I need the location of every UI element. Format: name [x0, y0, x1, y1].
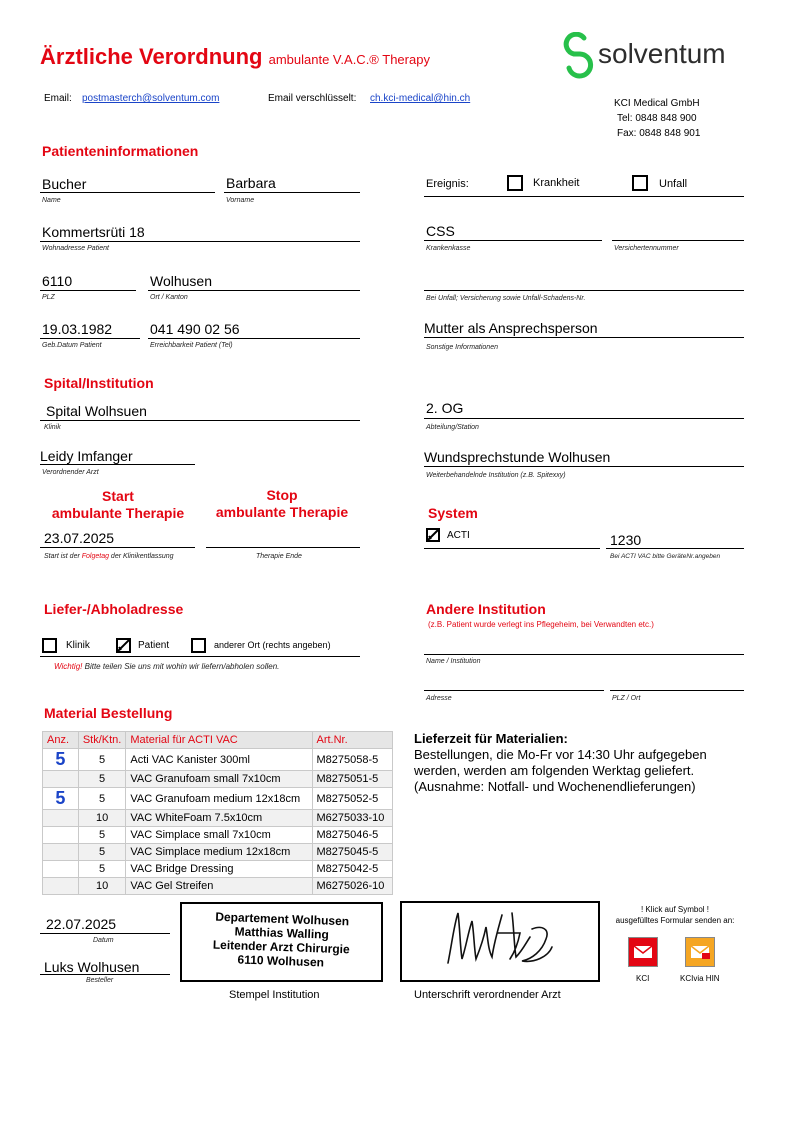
- email-encrypted-label: Email verschlüsselt:: [268, 93, 357, 104]
- artnr-cell: M6275033-10: [312, 810, 393, 827]
- check-icon: [117, 639, 130, 652]
- patient-vorname-value[interactable]: Barbara: [226, 175, 276, 191]
- ereignis-line: [424, 196, 744, 197]
- patient-ort-value[interactable]: Wolhusen: [150, 273, 213, 289]
- start-date-line: [40, 547, 195, 548]
- patient-name-label: Name: [42, 197, 61, 204]
- weiter-label: Weiterbehandelnde Institution (z.B. Spitexxy): [426, 472, 566, 479]
- weiter-value[interactable]: Wundsprechstunde Wolhusen: [424, 449, 611, 465]
- patient-address-label: Wohnadresse Patient: [42, 245, 109, 252]
- stamp-box: [180, 902, 383, 982]
- table-row: [43, 861, 393, 878]
- anz-cell[interactable]: [43, 861, 79, 878]
- acti-checkbox[interactable]: [426, 528, 440, 542]
- acti-label: ACTI: [447, 530, 470, 541]
- krankenkasse-value[interactable]: CSS: [426, 223, 455, 239]
- patient-ort-label: Ort / Kanton: [150, 294, 188, 301]
- mail-icon: [629, 938, 657, 966]
- anz-cell[interactable]: 5: [43, 749, 79, 771]
- section-material: Material Bestellung: [44, 705, 173, 721]
- name-inst-line[interactable]: [424, 654, 744, 655]
- table-row: [43, 844, 393, 861]
- besteller-value[interactable]: Luks Wolhusen: [44, 959, 140, 975]
- liefer-hint: Wichtig! Bitte teilen Sie uns mit wohin wir liefern/abholen sollen.: [54, 662, 280, 671]
- kci-mail-button[interactable]: [628, 937, 658, 967]
- section-patient: Patienteninformationen: [42, 143, 199, 159]
- material-cell: VAC Simplace medium 12x18cm: [126, 844, 312, 861]
- patient-dob-label: Geb.Datum Patient: [42, 342, 102, 349]
- andere-note: (z.B. Patient wurde verlegt ins Pflegeheim, bei Verwandten etc.): [428, 620, 654, 629]
- patient-ort-line: [148, 290, 360, 291]
- email-label: Email:: [44, 93, 72, 104]
- table-row: [43, 810, 393, 827]
- ereignis-label: Ereignis:: [426, 178, 469, 190]
- material-cell: VAC WhiteFoam 7.5x10cm: [126, 810, 312, 827]
- logo-text: solventum: [598, 38, 726, 69]
- patient-address-value[interactable]: Kommertsrüti 18: [42, 224, 145, 240]
- ende-label: Therapie Ende: [256, 553, 302, 560]
- lieferzeit-block: [414, 731, 754, 795]
- start-therapie-title: Start ambulante Therapie: [51, 488, 185, 521]
- liefer-line: [40, 656, 360, 657]
- start-date-value[interactable]: 23.07.2025: [44, 530, 115, 546]
- table-row: [43, 827, 393, 844]
- system-line: [424, 548, 600, 549]
- table-row: [43, 749, 393, 771]
- geraet-value[interactable]: 1230: [610, 532, 642, 548]
- section-liefer: Liefer-/Abholadresse: [44, 601, 184, 617]
- versicherten-line[interactable]: [612, 240, 744, 241]
- unfall-note-label: Bei Unfall; Versicherung sowie Unfall-Schadens-Nr.: [426, 295, 586, 302]
- adresse-line[interactable]: [424, 690, 604, 691]
- artnr-cell: M8275051-5: [312, 771, 393, 788]
- klinik-label: Klinik: [44, 424, 61, 431]
- liefer-patient-label: Patient: [138, 640, 170, 651]
- table-row: [43, 788, 393, 810]
- liefer-patient-checkbox[interactable]: [116, 638, 131, 653]
- material-table: [42, 731, 393, 895]
- plz-ort-line[interactable]: [610, 690, 744, 691]
- liefer-klinik-checkbox[interactable]: [42, 638, 57, 653]
- versicherten-label: Versichertennummer: [614, 245, 679, 252]
- unfall-checkbox[interactable]: [632, 175, 648, 191]
- krankheit-label: Krankheit: [533, 177, 580, 189]
- patient-name-line: [40, 192, 215, 193]
- material-cell: VAC Simplace small 7x10cm: [126, 827, 312, 844]
- stk-cell: 5: [78, 771, 126, 788]
- anz-cell[interactable]: [43, 810, 79, 827]
- anz-cell[interactable]: [43, 878, 79, 895]
- lieferzeit-title: Lieferzeit für Materialien:: [414, 731, 568, 746]
- anz-cell[interactable]: [43, 844, 79, 861]
- patient-phone-value[interactable]: 041 490 02 56: [150, 321, 240, 337]
- patient-dob-line: [40, 338, 140, 339]
- signature-image: [402, 903, 598, 979]
- arzt-label: Verordnender Arzt: [42, 469, 99, 476]
- krankenkasse-label: Krankenkasse: [426, 245, 471, 252]
- arzt-value[interactable]: Leidy Imfanger: [40, 448, 133, 464]
- stk-cell: 5: [78, 844, 126, 861]
- anz-cell[interactable]: [43, 827, 79, 844]
- email-encrypted-link[interactable]: ch.kci-medical@hin.ch: [370, 93, 471, 104]
- material-cell: VAC Bridge Dressing: [126, 861, 312, 878]
- geraet-line: [606, 548, 744, 549]
- artnr-cell: M6275026-10: [312, 878, 393, 895]
- stk-cell: 10: [78, 878, 126, 895]
- section-spital: Spital/Institution: [44, 375, 154, 391]
- anz-cell[interactable]: 5: [43, 788, 79, 810]
- material-cell: Acti VAC Kanister 300ml: [126, 749, 312, 771]
- header-material: Material für ACTI VAC: [126, 732, 312, 749]
- mail-secure-icon: [686, 938, 714, 966]
- patient-address-line: [40, 241, 360, 242]
- email-link[interactable]: postmasterch@solventum.com: [82, 93, 220, 104]
- patient-plz-label: PLZ: [42, 294, 55, 301]
- solventum-logo: [560, 32, 740, 82]
- table-row: [43, 878, 393, 895]
- patient-plz-value[interactable]: 6110: [42, 273, 73, 289]
- company-name: KCI Medical GmbH: [614, 98, 700, 109]
- patient-dob-value[interactable]: 19.03.1982: [42, 321, 113, 337]
- datum-label: Datum: [93, 937, 114, 944]
- kci-label: KCI: [636, 974, 650, 983]
- geraet-label: Bei ACTI VAC bitte GeräteNr.angeben: [610, 553, 721, 560]
- material-cell: VAC Granufoam small 7x10cm: [126, 771, 312, 788]
- plz-ort-label: PLZ / Ort: [612, 695, 641, 702]
- abteilung-value[interactable]: 2. OG: [426, 400, 464, 416]
- table-row: [43, 771, 393, 788]
- patient-vorname-label: Vorname: [226, 197, 255, 204]
- stk-cell: 5: [78, 788, 126, 810]
- klinik-value[interactable]: Spital Wolhsuen: [46, 403, 147, 419]
- form-title: Ärztliche Verordnung ambulante V.A.C.® Therapy: [40, 44, 430, 69]
- material-header-row: [43, 732, 393, 749]
- datum-line: [40, 933, 170, 934]
- solventum-logo-icon: [560, 32, 594, 80]
- klinik-line: [40, 420, 360, 421]
- abteilung-line: [424, 418, 744, 419]
- patient-name-value[interactable]: Bucher: [42, 176, 87, 192]
- liefer-anderer-label: anderer Ort (rechts angeben): [214, 640, 331, 650]
- besteller-line: [40, 974, 170, 975]
- check-icon: [427, 529, 439, 541]
- header-anz: Anz.: [43, 732, 79, 749]
- patient-info-line: [424, 337, 744, 338]
- weiter-line: [424, 466, 744, 467]
- anz-cell[interactable]: [43, 771, 79, 788]
- signature-box[interactable]: [400, 901, 600, 982]
- adresse-label: Adresse: [426, 695, 452, 702]
- unfall-label: Unfall: [659, 178, 688, 190]
- besteller-label: Besteller: [86, 977, 114, 984]
- liefer-klinik-label: Klinik: [66, 640, 90, 651]
- section-andere: Andere Institution: [426, 601, 546, 617]
- abteilung-label: Abteilung/Station: [426, 424, 479, 431]
- datum-value[interactable]: 22.07.2025: [46, 916, 117, 932]
- ende-line[interactable]: [206, 547, 360, 548]
- artnr-cell: M8275046-5: [312, 827, 393, 844]
- signature-label: Unterschrift verordnender Arzt: [414, 989, 561, 1001]
- stamp-text: Departement Wolhusen Matthias Walling Leitender Arzt Chirurgie 6110 Wolhusen: [212, 909, 350, 970]
- lieferzeit-text: Bestellungen, die Mo-Fr vor 14:30 Uhr aufgegeben werden, werden am folgenden Werktag geliefert. (Ausnahme: Notfall- und Wochenendlieferungen): [414, 747, 707, 794]
- section-system: System: [428, 505, 478, 521]
- arzt-line: [40, 464, 195, 465]
- artnr-cell: M8275052-5: [312, 788, 393, 810]
- stk-cell: 5: [78, 861, 126, 878]
- artnr-cell: M8275058-5: [312, 749, 393, 771]
- unfall-note-line[interactable]: [424, 290, 744, 291]
- send-note: ! Klick auf Symbol ! ausgefülltes Formular senden an:: [615, 905, 735, 925]
- stk-cell: 5: [78, 827, 126, 844]
- patient-phone-line: [148, 338, 360, 339]
- name-inst-label: Name / Institution: [426, 658, 481, 665]
- company-tel: Tel: 0848 848 900: [617, 113, 697, 124]
- stop-therapie-title: Stop ambulante Therapie: [215, 487, 349, 520]
- krankenkasse-line: [424, 240, 602, 241]
- patient-phone-label: Erreichbarkeit Patient (Tel): [150, 342, 233, 349]
- artnr-cell: M8275045-5: [312, 844, 393, 861]
- patient-vorname-line: [224, 192, 360, 193]
- patient-plz-line: [40, 290, 136, 291]
- patient-info-label: Sonstige Informationen: [426, 344, 498, 351]
- liefer-anderer-checkbox[interactable]: [191, 638, 206, 653]
- hin-mail-button[interactable]: [685, 937, 715, 967]
- company-fax: Fax: 0848 848 901: [617, 128, 701, 139]
- hin-label: KCIvia HIN: [680, 974, 720, 983]
- material-cell: VAC Gel Streifen: [126, 878, 312, 895]
- krankheit-checkbox[interactable]: [507, 175, 523, 191]
- start-note: Start ist der Folgetag der Klinikentlassung: [44, 553, 174, 560]
- stk-cell: 5: [78, 749, 126, 771]
- header-stk: Stk/Ktn.: [78, 732, 126, 749]
- form-subtitle: ambulante V.A.C.® Therapy: [268, 52, 430, 67]
- company-info: [614, 96, 700, 141]
- material-cell: VAC Granufoam medium 12x18cm: [126, 788, 312, 810]
- artnr-cell: M8275042-5: [312, 861, 393, 878]
- patient-info-value[interactable]: Mutter als Ansprechsperson: [424, 320, 598, 336]
- stk-cell: 10: [78, 810, 126, 827]
- stamp-label: Stempel Institution: [229, 989, 320, 1001]
- header-artnr: Art.Nr.: [312, 732, 393, 749]
